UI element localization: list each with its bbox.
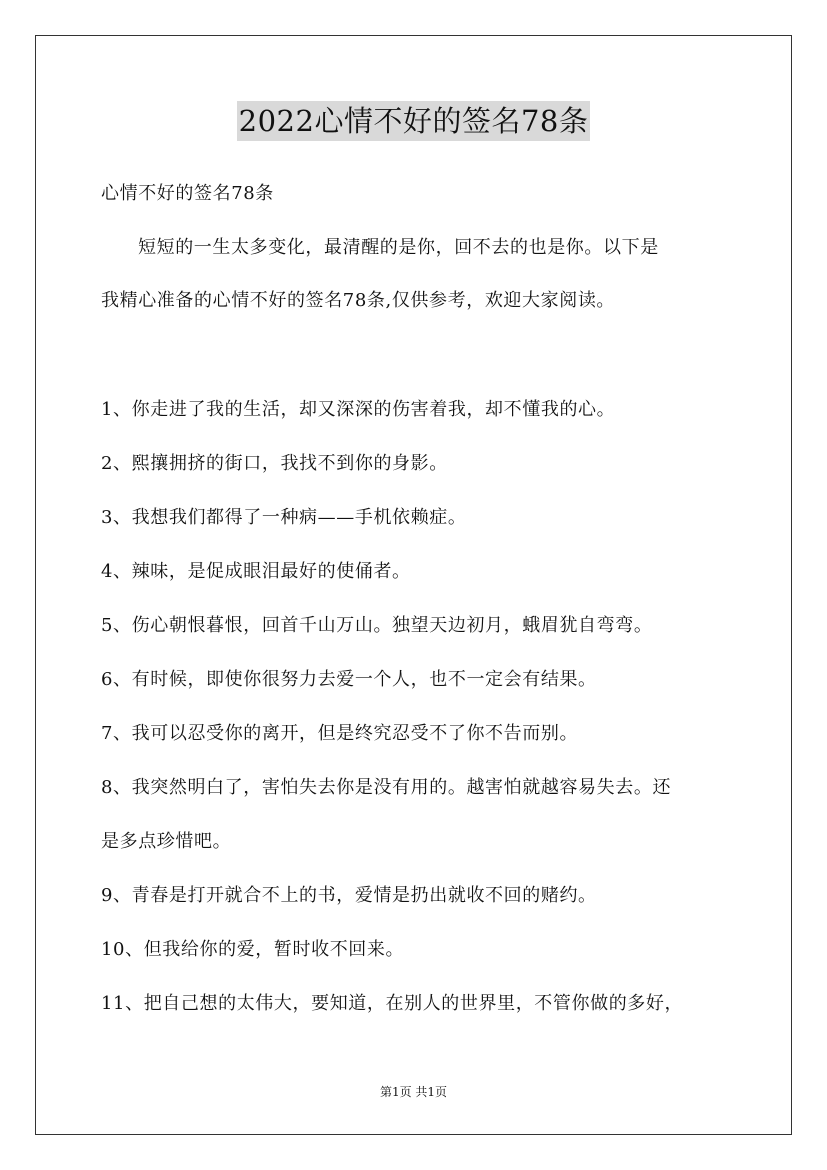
list-item: 3、我想我们都得了一种病——手机依赖症。 <box>101 507 467 528</box>
document-title-container <box>0 101 827 146</box>
list-item: 11、把自己想的太伟大，要知道，在别人的世界里，不管你做的多好， <box>101 993 684 1014</box>
list-item-continuation: 是多点珍惜吧。 <box>101 831 232 852</box>
page-footer <box>0 1083 827 1101</box>
list-item: 9、青春是打开就合不上的书，爱情是扔出就收不回的赌约。 <box>101 885 597 906</box>
list-item: 10、但我给你的爱，暂时收不回来。 <box>101 939 405 960</box>
list-item: 6、有时候，即使你很努力去爱一个人，也不一定会有结果。 <box>101 669 597 690</box>
list-item: 2、熙攘拥挤的街口，我找不到你的身影。 <box>101 453 448 474</box>
list-item: 8、我突然明白了，害怕失去你是没有用的。越害怕就越容易失去。还 <box>101 777 672 798</box>
document-subtitle: 心情不好的签名78条 <box>101 183 274 204</box>
list-item: 5、伤心朝恨暮恨，回首千山万山。独望天边初月，蛾眉犹自弯弯。 <box>101 615 653 636</box>
page-number: 第1页 共1页 <box>379 1085 448 1099</box>
list-item: 4、辣味，是促成眼泪最好的使俑者。 <box>101 561 411 582</box>
list-item: 1、你走进了我的生活，却又深深的伤害着我，却不懂我的心。 <box>101 399 616 420</box>
list-item: 7、我可以忍受你的离开，但是终究忍受不了你不告而别。 <box>101 723 579 744</box>
intro-line-2: 我精心准备的心情不好的签名78条,仅供参考，欢迎大家阅读。 <box>101 290 616 311</box>
document-title: 2022心情不好的签名78条 <box>237 101 591 141</box>
intro-line-1: 短短的一生太多变化，最清醒的是你，回不去的也是你。以下是 <box>138 237 659 258</box>
